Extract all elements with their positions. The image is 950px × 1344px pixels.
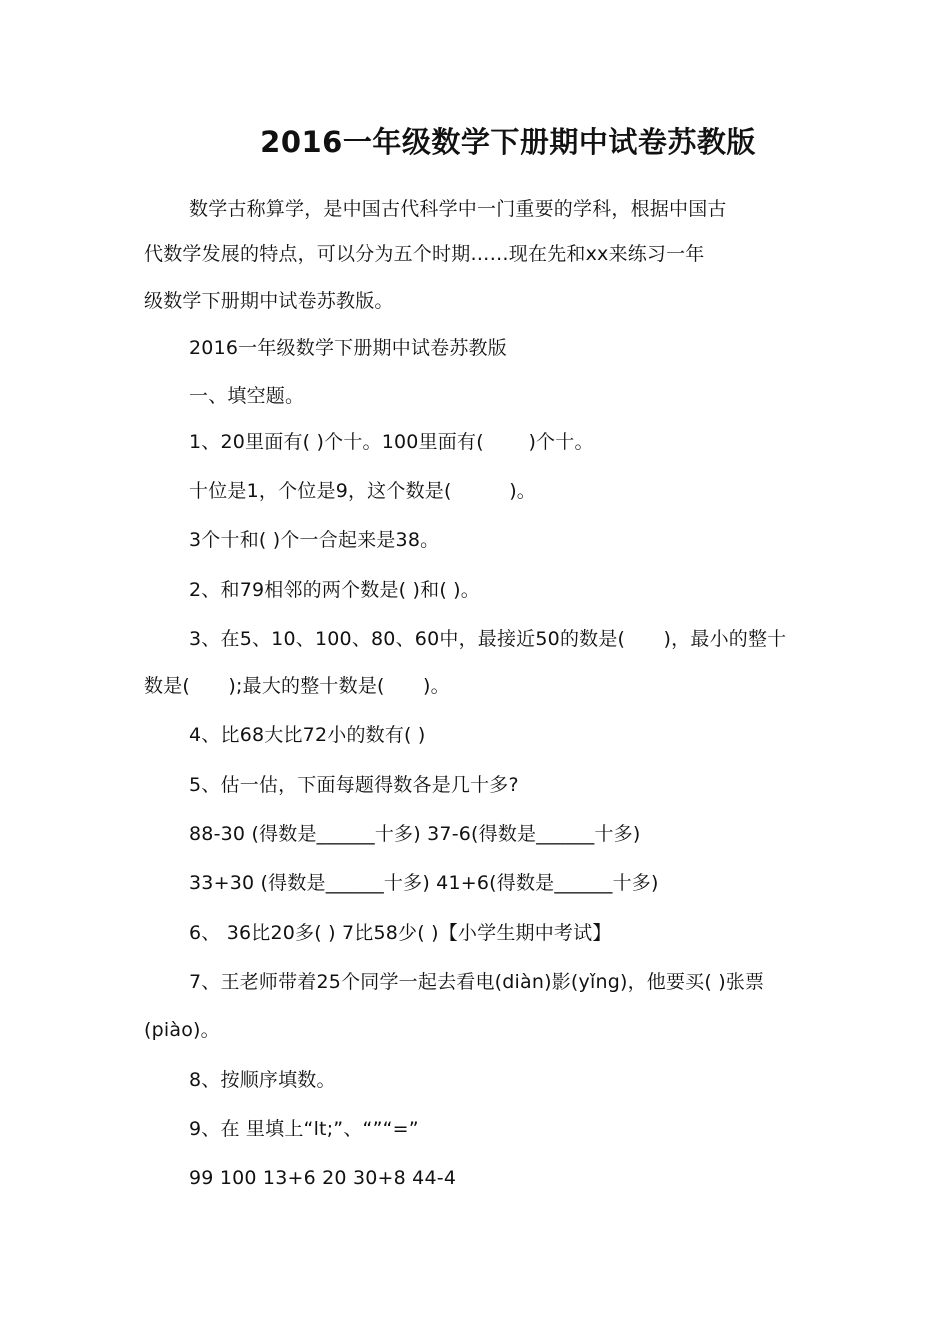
question-8: 8、按顺序填数。	[189, 1069, 336, 1091]
question-2: 2、和79相邻的两个数是( )和( )。	[189, 579, 480, 601]
question-3-line-2: 数是( );最大的整十数是( )。	[144, 675, 450, 697]
question-3-line-1: 3、在5、10、100、80、60中，最接近50的数是( )，最小的整十	[189, 628, 787, 650]
section-heading: 一、填空题。	[189, 385, 305, 407]
question-1-line-2: 十位是1，个位是9，这个数是( )。	[189, 480, 537, 502]
document-title: 2016一年级数学下册期中试卷苏教版	[260, 125, 756, 159]
question-7-line-2: (piào)。	[144, 1019, 220, 1041]
question-7-line-1: 7、王老师带着25个同学一起去看电(diàn)影(yǐng)，他要买( )张票	[189, 971, 765, 993]
question-9: 9、在 里填上“lt;”、“”“=”	[189, 1118, 419, 1140]
intro-line-1: 数学古称算学，是中国古代科学中一门重要的学科，根据中国古	[189, 198, 727, 220]
question-5-line-1: 88-30 (得数是______十多) 37-6(得数是______十多)	[189, 823, 641, 845]
question-1-line-3: 3个十和( )个一合起来是38。	[189, 529, 440, 551]
question-4: 4、比68大比72小的数有( )	[189, 724, 426, 746]
question-6: 6、 36比20多( ) 7比58少( )【小学生期中考试】	[189, 922, 612, 944]
question-9-items: 99 100 13+6 20 30+8 44-4	[189, 1167, 457, 1189]
intro-line-2: 代数学发展的特点，可以分为五个时期……现在先和xx来练习一年	[144, 243, 705, 265]
subtitle-line: 2016一年级数学下册期中试卷苏教版	[189, 337, 507, 359]
question-5-line-2: 33+30 (得数是______十多) 41+6(得数是______十多)	[189, 872, 659, 894]
question-5: 5、估一估，下面每题得数各是几十多?	[189, 774, 519, 796]
question-1-line-1: 1、20里面有( )个十。100里面有( )个十。	[189, 431, 594, 453]
intro-line-3: 级数学下册期中试卷苏教版。	[144, 290, 394, 312]
